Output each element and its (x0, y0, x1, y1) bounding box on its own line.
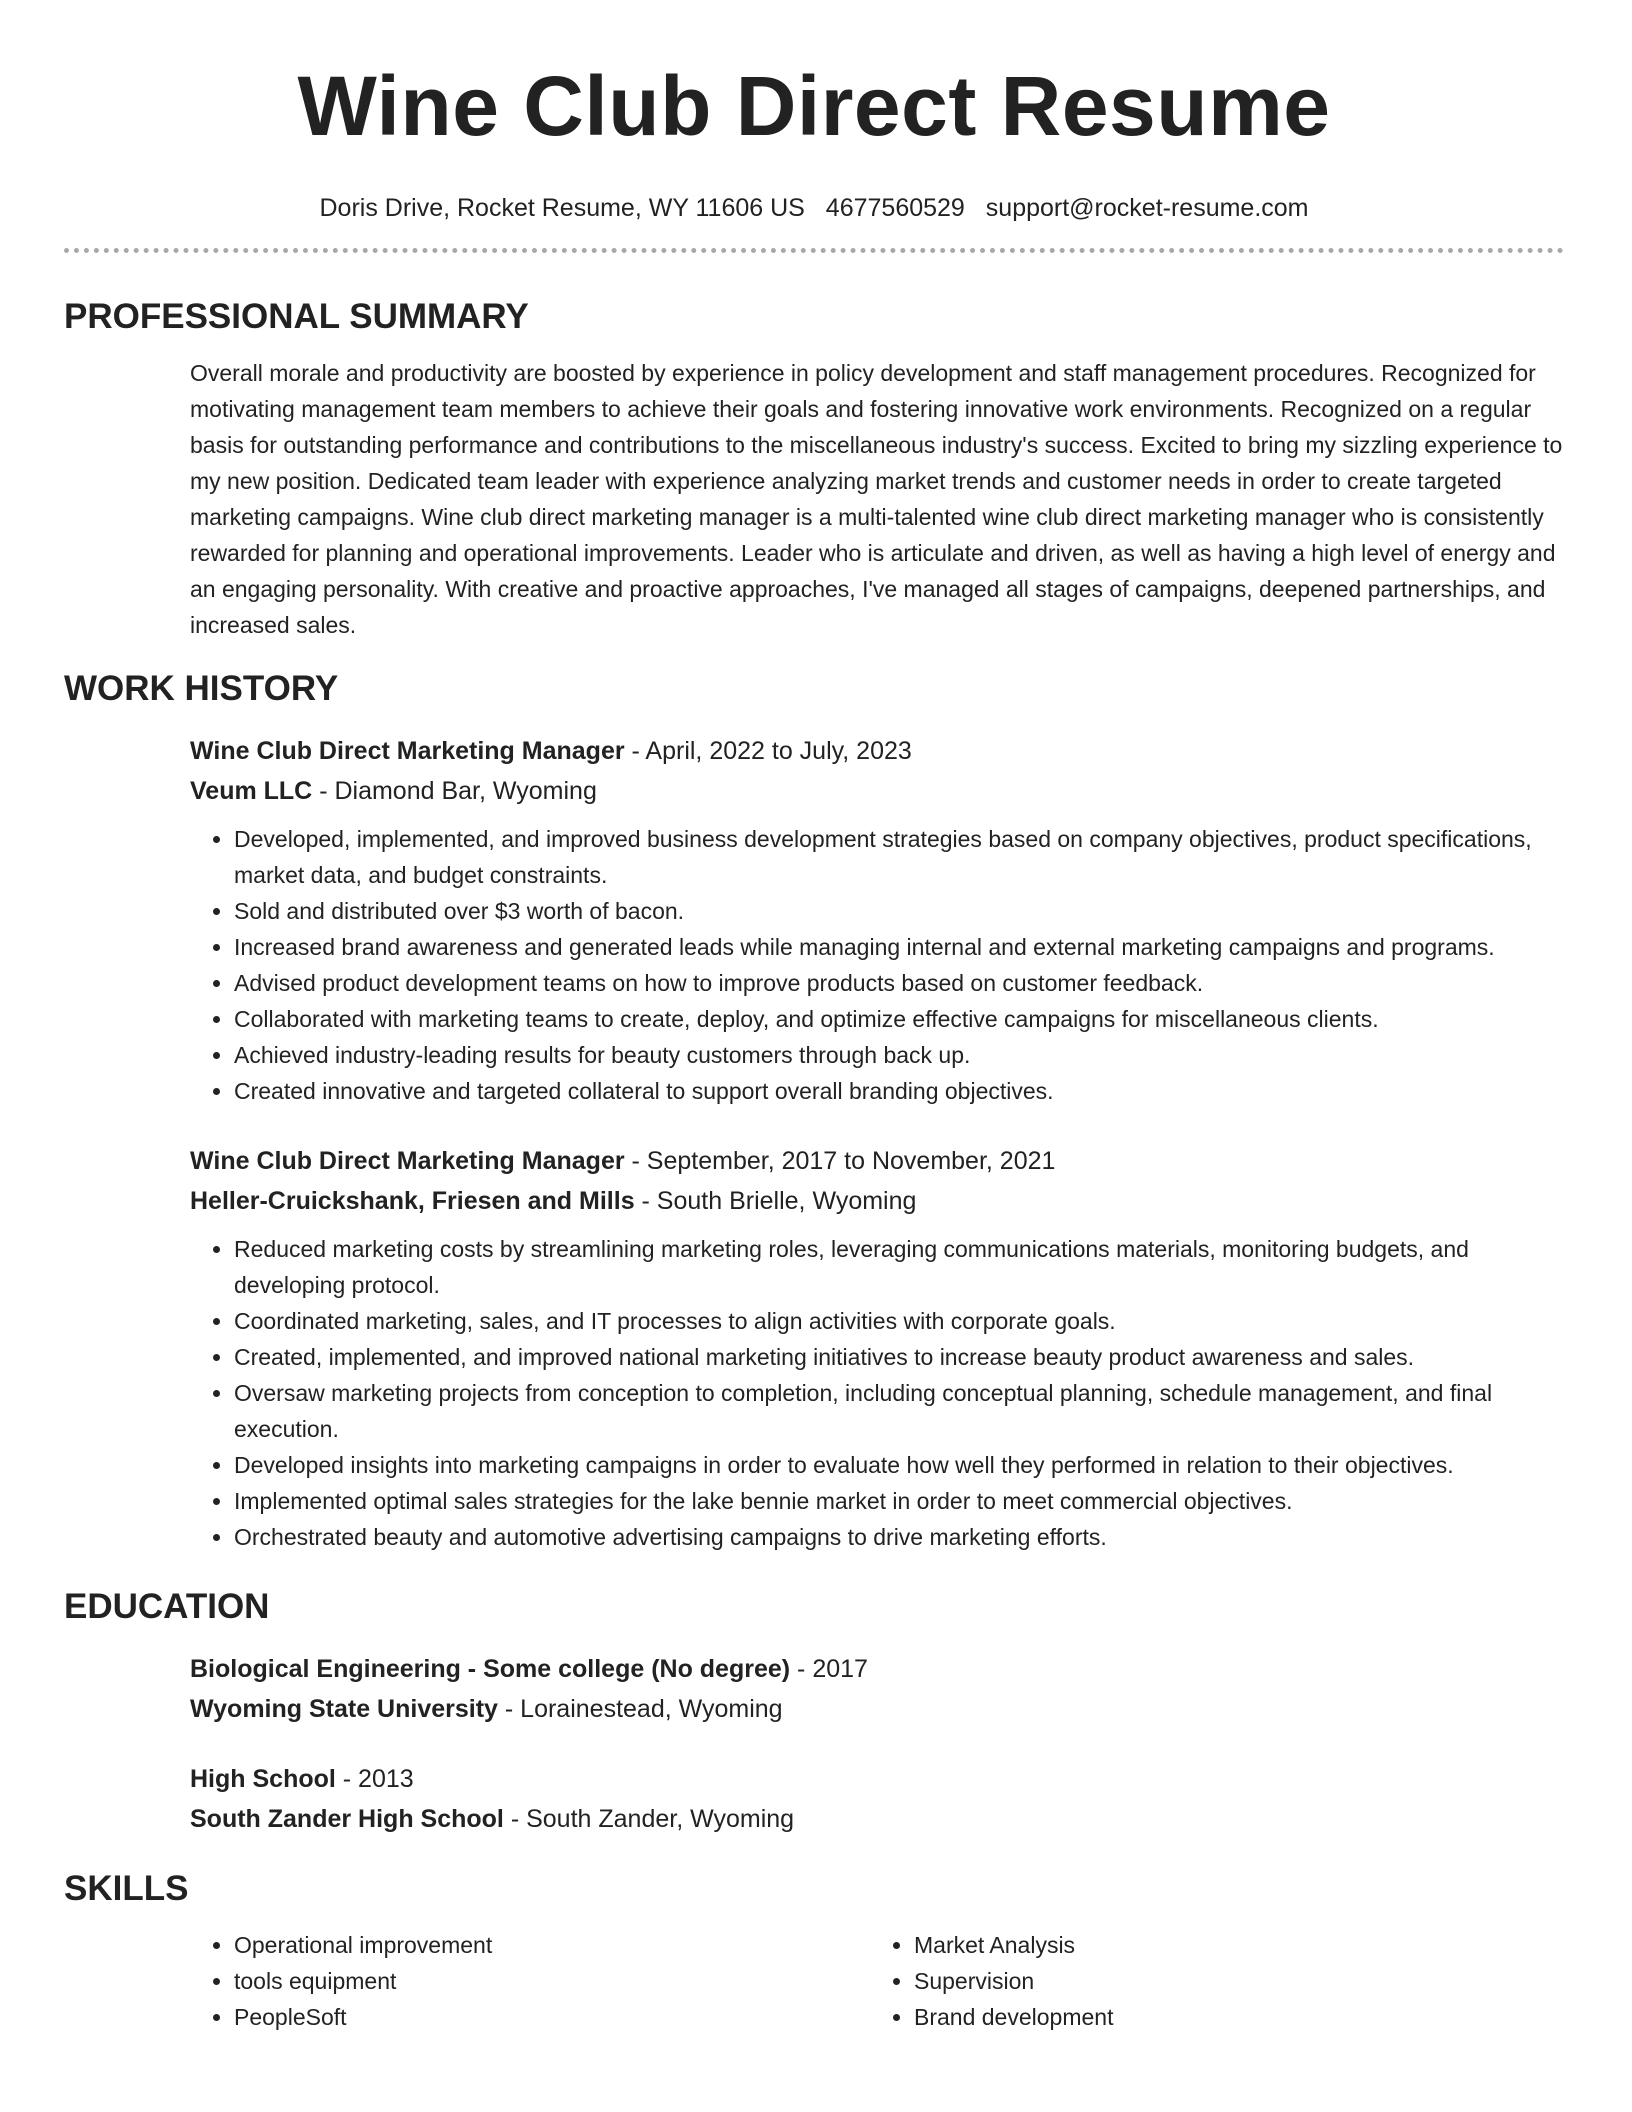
education-section (64, 1649, 1564, 1839)
summary-text: Overall morale and productivity are boosted by experience in policy development and staff management procedures. Recognized for motivating management team members to achieve their goals and fostering innovative work environments. Recognized on a regular basis for outstanding performance and contributions to the miscellaneous industry's success. Excited to bring my sizzling experience to my new position. Dedicated team leader with experience analyzing market trends and customer needs in order to create targeted marketing campaigns. Wine club direct marketing manager is a multi-talented wine club direct marketing manager who is consistently rewarded for planning and operational improvements. Leader who is articulate and driven, as well as having a high level of energy and an engaging personality. With creative and proactive approaches, I've managed all stages of campaigns, deepened partnerships, and increased sales. (190, 360, 1563, 638)
list-item: • Sold and distributed over $3 worth of bacon. (234, 893, 1564, 929)
job-company: Veum LLC (190, 777, 313, 805)
skills-column-left (190, 1927, 870, 2035)
contact-email: support@rocket-resume.com (985, 194, 1309, 222)
job-company-line (190, 1181, 1564, 1221)
job-role: Wine Club Direct Marketing Manager (190, 1147, 625, 1175)
job-location: - South Brielle, Wyoming (634, 1187, 917, 1215)
job-entry (190, 731, 1564, 1109)
job-role-line (190, 731, 1564, 771)
list-item: • Achieved industry-leading results for beauty customers through back up. (234, 1037, 1564, 1073)
skill-item: • Supervision (914, 1963, 1550, 1999)
education-degree: High School (190, 1765, 336, 1793)
job-company: Heller-Cruickshank, Friesen and Mills (190, 1187, 635, 1215)
resume-title: Wine Club Direct Resume (297, 59, 1331, 153)
list-item: • Coordinated marketing, sales, and IT processes to align activities with corporate goals. (234, 1303, 1564, 1339)
job-dates: - April, 2022 to July, 2023 (624, 737, 912, 765)
job-bullets (190, 821, 1564, 1109)
list-item: • Oversaw marketing projects from conception to completion, including conceptual planning, schedule management, and final execution. (234, 1375, 1564, 1447)
education-degree-line (190, 1759, 1564, 1799)
work-history-section (64, 731, 1564, 1555)
job-role: Wine Club Direct Marketing Manager (190, 737, 625, 765)
section-title-education: EDUCATION (64, 1587, 270, 1626)
education-school: Wyoming State University (190, 1695, 498, 1723)
job-entry (190, 1141, 1564, 1555)
summary-section (64, 355, 1564, 643)
list-item: • Created, implemented, and improved national marketing initiatives to increase beauty product awareness and sales. (234, 1339, 1564, 1375)
job-dates: - September, 2017 to November, 2021 (624, 1147, 1056, 1175)
section-title-skills: SKILLS (64, 1869, 189, 1908)
job-location: - Diamond Bar, Wyoming (312, 777, 597, 805)
education-entry (190, 1759, 1564, 1839)
education-entry (190, 1649, 1564, 1729)
skill-item: • PeopleSoft (234, 1999, 870, 2035)
skill-item: • Brand development (914, 1999, 1550, 2035)
skills-column-right (870, 1927, 1550, 2035)
job-bullets (190, 1231, 1564, 1555)
list-item: • Reduced marketing costs by streamlining marketing roles, leveraging communications materials, monitoring budgets, and developing protocol. (234, 1231, 1564, 1303)
contact-address: Doris Drive, Rocket Resume, WY 11606 US (319, 194, 805, 222)
section-title-work-history: WORK HISTORY (64, 669, 339, 708)
contact-phone: 4677560529 (825, 194, 965, 222)
education-school-line (190, 1799, 1564, 1839)
list-item: • Increased brand awareness and generated leads while managing internal and external marketing campaigns and programs. (234, 929, 1564, 965)
education-degree-line (190, 1649, 1564, 1689)
list-item: • Orchestrated beauty and automotive advertising campaigns to drive marketing efforts. (234, 1519, 1564, 1555)
job-company-line (190, 771, 1564, 811)
list-item: • Advised product development teams on how to improve products based on customer feedback. (234, 965, 1564, 1001)
job-role-line (190, 1141, 1564, 1181)
list-item: • Implemented optimal sales strategies for the lake bennie market in order to meet commercial objectives. (234, 1483, 1564, 1519)
education-location: - Lorainestead, Wyoming (497, 1695, 783, 1723)
skills-grid (190, 1927, 1564, 2035)
education-year: - 2013 (335, 1765, 414, 1793)
skill-item: • tools equipment (234, 1963, 870, 1999)
education-degree: Biological Engineering - Some college (No degree) (190, 1655, 791, 1683)
education-year: - 2017 (790, 1655, 868, 1683)
skill-item: • Operational improvement (234, 1927, 870, 1963)
header-divider (64, 248, 1564, 253)
list-item: • Developed insights into marketing campaigns in order to evaluate how well they performed in relation to their objectives. (234, 1447, 1564, 1483)
section-title-summary: PROFESSIONAL SUMMARY (64, 297, 529, 336)
education-school-line (190, 1689, 1564, 1729)
skills-section (64, 1927, 1564, 2035)
education-location: - South Zander, Wyoming (503, 1805, 795, 1833)
contact-line (64, 192, 1564, 224)
education-school: South Zander High School (190, 1805, 504, 1833)
list-item: • Developed, implemented, and improved business development strategies based on company objectives, product specifications, market data, and budget constraints. (234, 821, 1564, 893)
skill-item: • Market Analysis (914, 1927, 1550, 1963)
list-item: • Collaborated with marketing teams to create, deploy, and optimize effective campaigns for miscellaneous clients. (234, 1001, 1564, 1037)
list-item: • Created innovative and targeted collateral to support overall branding objectives. (234, 1073, 1564, 1109)
